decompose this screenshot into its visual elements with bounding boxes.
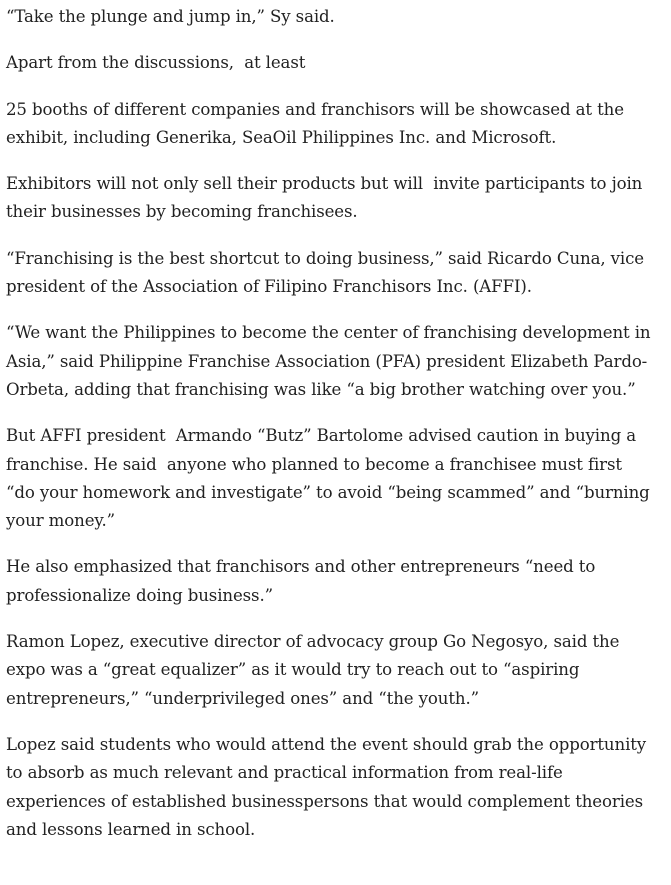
- paragraph-5: “Franchising is the best shortcut to doing business,” said Ricardo Cuna, vice president of the Association of Filipino Franchisors Inc. (AFFI).: [6, 248, 650, 297]
- paragraph-10: Lopez said students who would attend the event should grab the opportunity to absorb as much relevant and practical information from real-life experiences of established businesspersons that would complement theories and lessons learned in school.: [6, 734, 652, 839]
- article-body: [6, 3, 656, 844]
- paragraph-9: Ramon Lopez, executive director of advocacy group Go Negosyo, said the expo was a “great equalizer” as it would try to reach out to “aspiring entrepreneurs,” “underprivileged ones” and “the youth.”: [6, 632, 625, 708]
- paragraph-6: “We want the Philippines to become the center of franchising development in Asia,” said Philippine Franchise Association (PFA) president Elizabeth Pardo-Orbeta, adding that franchising was like “a big brother watching over you.”: [6, 323, 656, 399]
- paragraph-4: Exhibitors will not only sell their products but will invite participants to join their businesses by becoming franchisees.: [6, 174, 648, 222]
- paragraph-3: 25 booths of different companies and franchisors will be showcased at the exhibit, including Generika, SeaOil Philippines Inc. and Microsoft.: [6, 99, 630, 147]
- paragraph-2: Apart from the discussions, at least: [6, 53, 306, 73]
- paragraph-8: He also emphasized that franchisors and other entrepreneurs “need to professionalize doing business.”: [6, 557, 601, 605]
- paragraph-7: But AFFI president Armando “Butz” Bartolome advised caution in buying a franchise. He said anyone who planned to become a franchisee must first “do your homework and investigate” to avoid “being scammed” and “burning your money.”: [6, 426, 655, 531]
- paragraph-1: “Take the plunge and jump in,” Sy said.: [6, 7, 335, 26]
